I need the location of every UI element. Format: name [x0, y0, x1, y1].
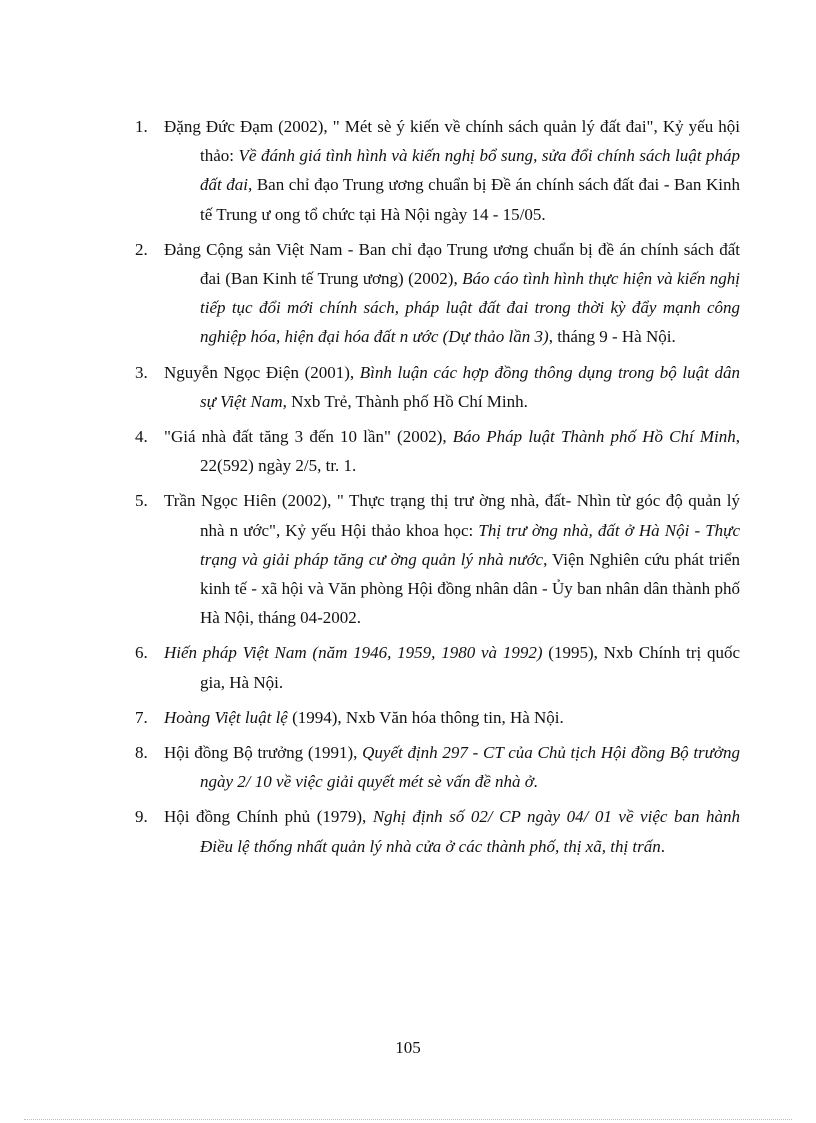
reference-item — [135, 112, 740, 229]
reference-number: 5. — [135, 491, 148, 511]
reference-text: Hội đồng Chính phủ (1979), — [164, 807, 373, 827]
reference-text: . — [660, 836, 666, 856]
reference-item — [135, 486, 740, 632]
reference-number: 8. — [135, 743, 148, 763]
reference-item — [135, 235, 740, 352]
reference-number: 3. — [135, 362, 148, 382]
reference-title: Về đánh giá tình hình và kiến nghị bổ sung, sửa đổi chính sách luật pháp đất đai, — [200, 146, 740, 195]
reference-text: , tháng 9 - Hà Nội. — [548, 327, 676, 347]
reference-text: Nguyễn Ngọc Điện (2001), — [164, 362, 360, 382]
reference-title: Hoàng Việt luật lệ — [164, 707, 288, 727]
reference-title: Báo Pháp luật Thành phố Hồ Chí Minh — [452, 427, 736, 447]
reference-number: 9. — [135, 807, 148, 827]
reference-number: 2. — [135, 239, 148, 259]
reference-text: , Nxb Trẻ, Thành phố Hồ Chí Minh. — [282, 391, 528, 411]
reference-text: Hội đồng Bộ trưởng (1991), — [164, 743, 363, 763]
reference-text: (1995), Nxb Chính trị quốc gia, Hà Nội. — [200, 643, 740, 692]
reference-text: Trần Ngọc Hiên (2002), " Thực trạng thị trư ờng nhà, đất- Nhìn từ góc độ quản lý nhà n ước", Kỷ yếu Hội thảo khoa học: — [164, 491, 740, 540]
reference-item — [135, 638, 740, 696]
reference-item — [135, 703, 740, 732]
reference-item — [135, 802, 740, 860]
reference-title: Thị trư ờng nhà, đất ở Hà Nội - Thực trạng và giải pháp tăng cư ờng quản lý nhà nước — [200, 520, 740, 569]
reference-title: Nghị định số 02/ CP ngày 04/ 01 về việc ban hành Điều lệ thống nhất quản lý nhà cửa ở các thành phố, thị xã, thị trấn — [200, 807, 740, 856]
reference-title: Hiến pháp Việt Nam (năm 1946, 1959, 1980 và 1992) — [164, 643, 543, 663]
reference-item — [135, 422, 740, 480]
reference-text: Đảng Cộng sản Việt Nam - Ban chỉ đạo Trung ương chuẩn bị đề án chính sách đất đai (Ban Kinh tế Trung ương) (2002), — [164, 239, 740, 289]
reference-text: Ban chỉ đạo Trung ương chuẩn bị Đề án chính sách đất đai - Ban Kinh tế Trung ư ong tổ chức tại Hà Nội ngày 14 - 15/05. — [200, 175, 740, 224]
reference-number: 1. — [135, 117, 148, 136]
reference-title: Bình luận các hợp đồng thông dụng trong bộ luật dân sự Việt Nam — [200, 362, 740, 411]
reference-text: , 22(592) ngày 2/5, tr. 1. — [200, 427, 740, 476]
reference-text: , Viện Nghiên cứu phát triển kinh tế - xã hội và Văn phòng Hội đồng nhân dân - Ủy ban nhân dân thành phố Hà Nội, tháng 04-2002. — [200, 549, 740, 628]
reference-number: 7. — [135, 707, 148, 727]
page-bottom-divider — [24, 1119, 792, 1120]
reference-title: Báo cáo tình hình thực hiện và kiến nghị tiếp tục đổi mới chính sách, pháp luật đất đai trong thời kỳ đẩy mạnh công nghiệp hóa, hiện đại hóa đất n ước (Dự thảo lần 3) — [200, 269, 740, 347]
reference-text: (1994), Nxb Văn hóa thông tin, Hà Nội. — [287, 707, 564, 727]
reference-text: Đặng Đức Đạm (2002), " Mét sè ý kiến về chính sách quản lý đất đai", Kỷ yếu hội thảo: — [164, 117, 740, 166]
page-number: 105 — [395, 1038, 421, 1057]
reference-item — [135, 738, 740, 796]
reference-number: 4. — [135, 427, 148, 447]
reference-title: Quyết định 297 - CT của Chủ tịch Hội đồng Bộ trưởng ngày 2/ 10 về việc giải quyết mét sè vấn đề nhà ở. — [200, 743, 741, 792]
reference-list — [135, 112, 740, 867]
reference-number: 6. — [135, 643, 148, 663]
reference-item — [135, 358, 740, 416]
reference-text: "Giá nhà đất tăng 3 đến 10 lần" (2002), — [164, 427, 453, 447]
